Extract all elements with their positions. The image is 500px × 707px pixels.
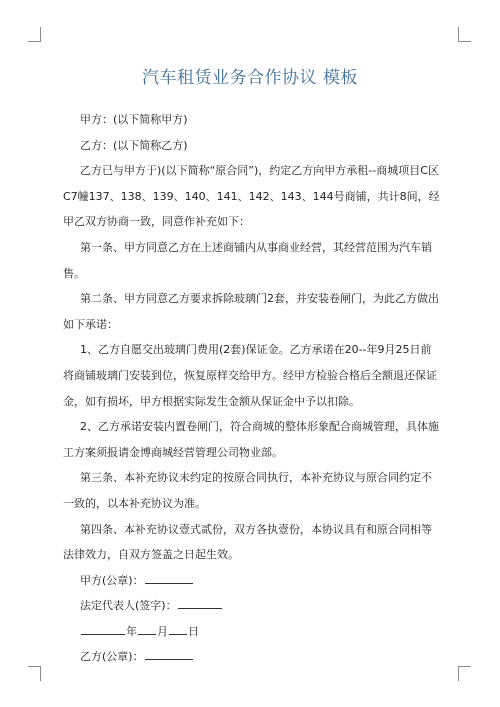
date-month-blank[interactable] [138, 622, 156, 635]
crop-mark-top-right [458, 27, 471, 42]
article-3: 第三条、本补充协议未约定的按原合同执行，本补充协议与原合同约定不一致的，以本补充协议为准。 [63, 471, 432, 510]
signature-legal-rep [63, 593, 440, 619]
article-1: 第一条、甲方同意乙方在上述商铺内从事商业经营，其经营范围为汽车销售。 [63, 240, 432, 280]
signature-party-a [63, 568, 440, 594]
date-day-label: 日 [188, 624, 199, 638]
document-title: 汽车租赁业务合作协议 模板 [142, 68, 358, 88]
signature-party-b-label: 乙方(公章)： [80, 650, 144, 664]
document-body [63, 107, 440, 670]
signature-party-b-blank[interactable] [145, 647, 193, 660]
signature-party-b [63, 644, 440, 670]
date-year-label: 年 [126, 624, 137, 638]
signature-party-a-blank[interactable] [145, 571, 193, 584]
signature-party-a-label: 甲方(公章)： [80, 573, 144, 587]
crop-mark-top-left [28, 27, 41, 42]
party-a-line: 甲方：(以下简称甲方) [80, 113, 188, 126]
date-day-blank[interactable] [169, 622, 187, 635]
date-year-blank[interactable] [81, 622, 125, 635]
crop-mark-bottom-right [458, 666, 471, 681]
article-2-item-2: 2、乙方承诺安装内置卷闸门，符合商城的整体形象配合商城管理，具体施工方案须报请金博商城经营管理公司物业部。 [63, 420, 439, 459]
signature-legal-rep-blank[interactable] [178, 596, 222, 609]
article-4: 第四条、本补充协议壹式贰份，双方各执壹份，本协议具有和原合同相等法律效力，自双方签盖之日起生效。 [63, 522, 432, 562]
signature-legal-rep-label: 法定代表人(签字)： [80, 599, 177, 613]
article-2-item-1: 1、乙方自愿交出玻璃门费用(2套)保证金。乙方承诺在20--年9月25日前将商铺玻璃门安装到位，恢复原样交给甲方。经甲方检验合格后全额退还保证金，如有损坏，甲方根据实际发生金额从保证金中予以扣除。 [63, 343, 437, 408]
crop-mark-bottom-left [28, 666, 41, 681]
intro-paragraph: 乙方已与甲方于)(以下简称“原合同”)，约定乙方向甲方承租--商城项目C区C7幢137、138、139、140、141、142、143、144号商铺，共计8间，经甲乙双方协商一致，同意作补充如下： [63, 164, 440, 229]
party-b-line: 乙方：(以下简称乙方) [80, 138, 188, 152]
article-2: 第二条、甲方同意乙方要求拆除玻璃门2套，并安装卷闸门，为此乙方做出如下承诺： [63, 292, 439, 331]
signature-date [63, 619, 440, 645]
date-month-label: 月 [157, 624, 168, 638]
